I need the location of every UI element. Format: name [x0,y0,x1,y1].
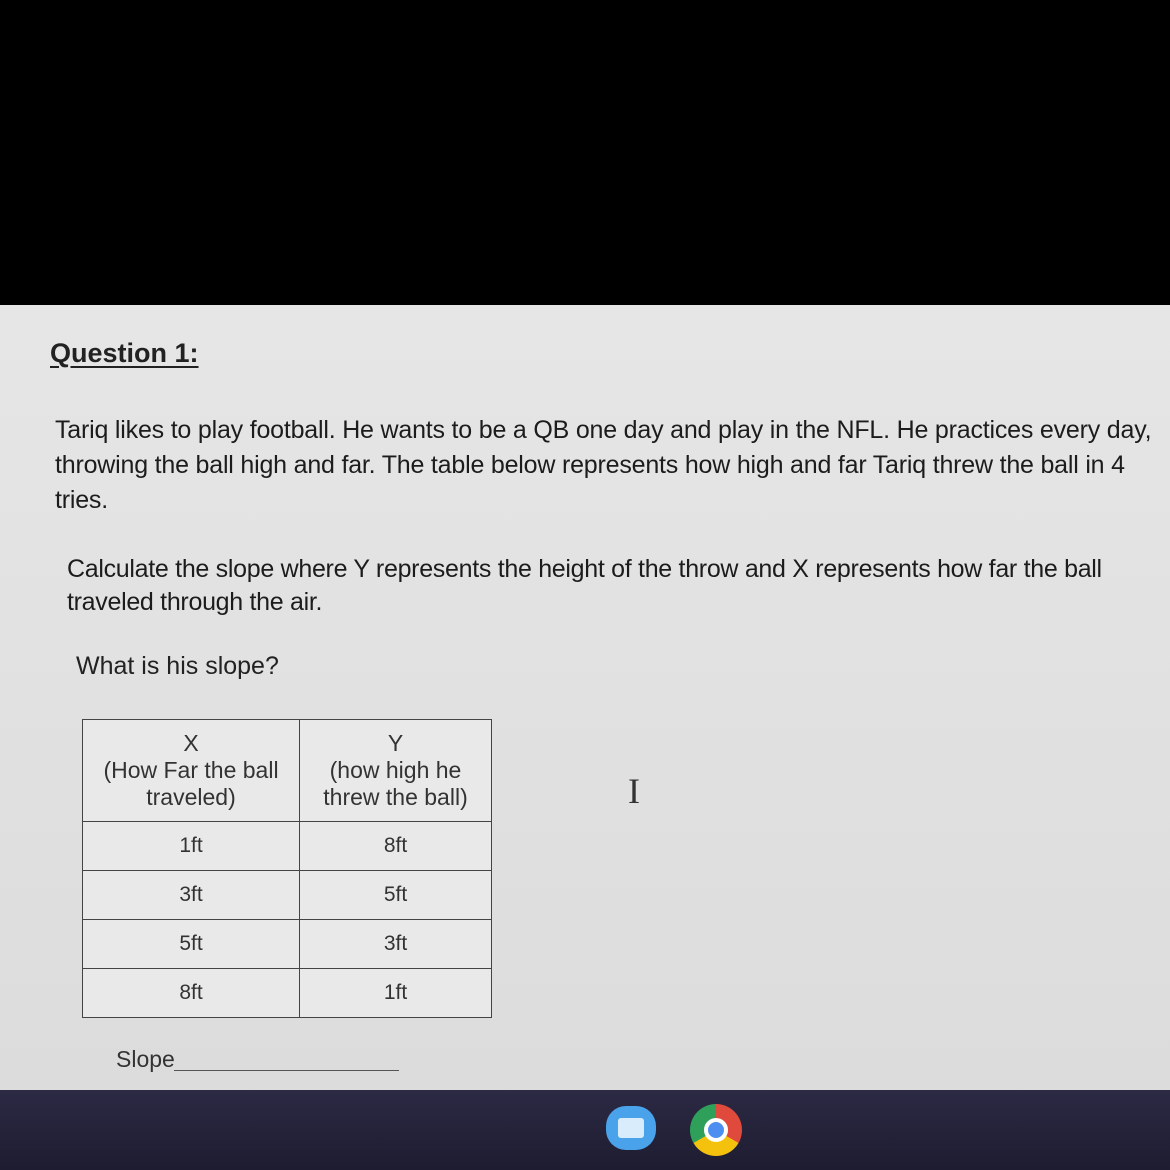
y-cell: 1ft [300,969,492,1018]
x-cell: 1ft [83,822,300,871]
x-cell: 8ft [83,969,300,1018]
x-header-description: (How Far the ball traveled) [103,757,279,810]
question-prompt: What is his slope? [76,652,279,680]
x-cell: 3ft [83,871,300,920]
x-column-header [83,720,300,822]
y-header-description: (how high he threw the ball) [323,757,468,810]
y-cell: 5ft [300,871,492,920]
question-paragraph: Tariq likes to play football. He wants to be a QB one day and play in the NFL. He practices every day, throwing the ball high and far. The table below represents how high and far Tariq threw the ball in 4 tries. [55,416,1152,514]
document-page [0,305,1170,1090]
y-cell: 3ft [300,920,492,969]
table-row [83,822,492,871]
table-row [83,920,492,969]
y-header-label: Y [387,730,404,756]
chrome-icon[interactable] [690,1104,742,1156]
x-cell: 5ft [83,920,300,969]
y-column-header [300,720,492,822]
question-instruction: Calculate the slope where Y represents the height of the throw and X represents how far the ball traveled through the air. [67,555,1102,616]
x-header-label: X [183,730,199,756]
slope-answer-blank[interactable] [174,1070,399,1071]
throws-table [82,719,492,1018]
text-cursor-icon: I [628,771,640,811]
table-row [83,969,492,1018]
y-cell: 8ft [300,822,492,871]
table-row [83,871,492,920]
taskbar [0,1090,1170,1170]
slope-label: Slope [116,1046,175,1072]
files-icon[interactable] [606,1106,656,1150]
table-header-row [83,720,492,822]
question-heading: Question 1: [50,338,199,368]
